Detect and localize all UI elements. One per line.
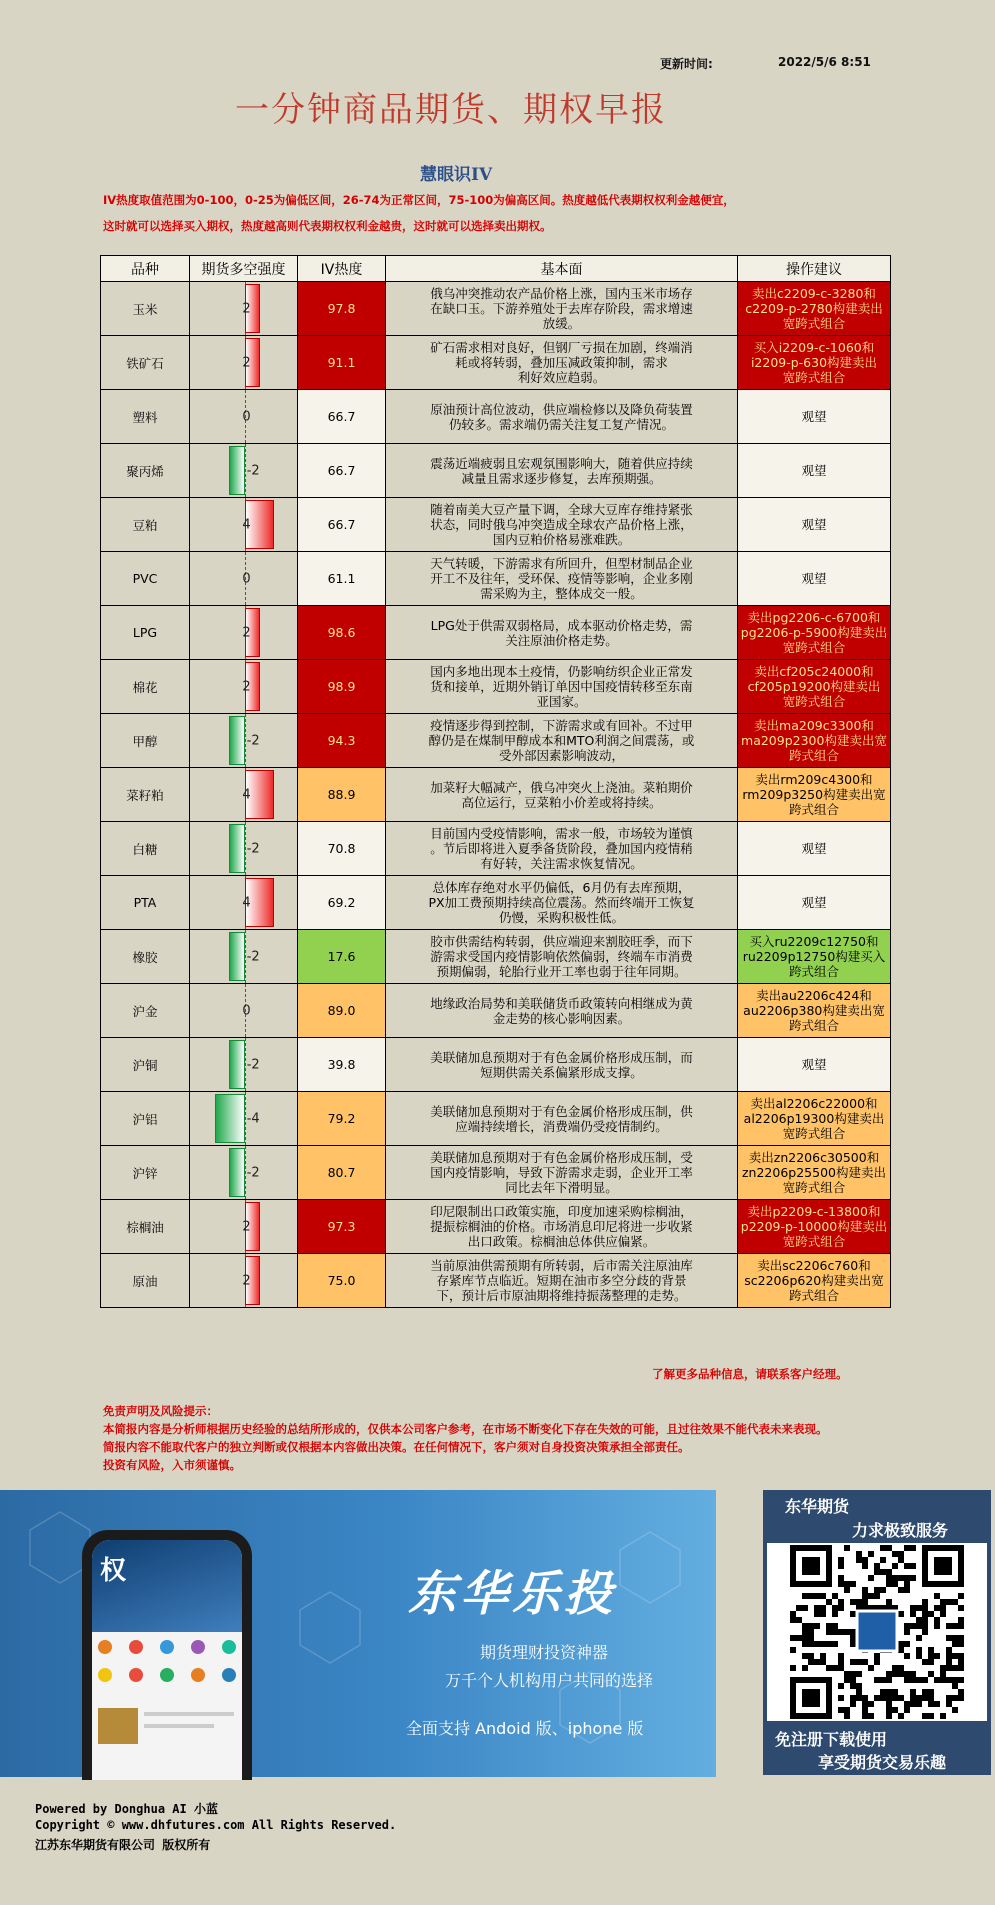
variety-name: 沪金 — [101, 984, 190, 1038]
strength-value: 0 — [242, 409, 251, 424]
update-time: 2022/5/6 8:51 — [778, 55, 871, 69]
iv-value: 98.6 — [298, 606, 386, 660]
strength-cell — [190, 714, 298, 768]
fundamentals-line: 关注原油价格走势。 — [505, 632, 618, 648]
strength-cell — [190, 390, 298, 444]
advice-line: 宽跨式组合 — [782, 316, 846, 331]
fundamentals-line: 天气转暖，下游需求有所回升，但型材制品企业 — [430, 556, 693, 571]
strength-axis — [245, 444, 246, 497]
advice-cell — [738, 876, 891, 930]
iv-value: 79.2 — [298, 1092, 386, 1146]
strength-cell — [190, 1200, 298, 1254]
advice-cell — [738, 822, 891, 876]
table-row — [101, 336, 891, 390]
table-row — [101, 1200, 891, 1254]
fundamentals-line: 国内疫情影响，导致下游需求走弱，企业开工率 — [430, 1165, 693, 1180]
table-row — [101, 282, 891, 336]
advice-line: 观望 — [801, 517, 827, 532]
strength-bar-negative — [229, 1040, 245, 1089]
iv-value: 91.1 — [298, 336, 386, 390]
variety-name: PVC — [101, 552, 190, 606]
fundamentals-line: PX加工费预期持续高位震荡。然而终端开工恢复 — [428, 895, 695, 910]
strength-value: -2 — [246, 733, 260, 748]
qr-bottom-line-1: 免注册下载使用 — [775, 1730, 888, 1749]
fundamentals-line: 地缘政治局势和美联储货币政策转向相继成为黄 — [430, 995, 693, 1011]
fundamentals-line: 美联储加息预期对于有色金属价格形成压制，供 — [430, 1103, 693, 1119]
header-variety: 品种 — [101, 256, 190, 282]
strength-value: 2 — [242, 301, 251, 316]
fundamentals-cell — [386, 1254, 738, 1308]
strength-value: 2 — [242, 355, 251, 370]
fundamentals-line: 耗或将转弱，叠加压减政策抑制，需求 — [455, 355, 668, 370]
iv-value: 61.1 — [298, 552, 386, 606]
fundamentals-line: 开工不及往年，受环保、疫情等影响，企业多刚 — [430, 571, 693, 586]
variety-name: 沪锌 — [101, 1146, 190, 1200]
update-label: 更新时间: — [660, 57, 713, 71]
iv-value: 97.3 — [298, 1200, 386, 1254]
table-row — [101, 768, 891, 822]
table-row — [101, 714, 891, 768]
fundamentals-line: 高位运行，豆菜粕小价差或将持续。 — [461, 794, 662, 810]
table-row — [101, 1092, 891, 1146]
fundamentals-cell — [386, 282, 738, 336]
fundamentals-line: 预期偏弱，轮胎行业开工率也弱于往年同期。 — [436, 964, 687, 979]
iv-note-line-1: IV热度取值范围为0-100，0-25为偏低区间，26-74为正常区间，75-100为偏高区间。热度越低代表期权权利金越便宜， — [103, 193, 735, 207]
fundamentals-line: 放缓。 — [542, 316, 581, 331]
advice-line: 买入ru2209c12750和 — [749, 934, 879, 949]
strength-cell — [190, 1146, 298, 1200]
advice-line: 观望 — [801, 1057, 827, 1072]
banner-line-3: 全面支持 Andoid 版、iphone 版 — [406, 1719, 644, 1738]
strength-value: 4 — [242, 517, 251, 532]
strength-cell — [190, 984, 298, 1038]
advice-line: 卖出sc2206c760和 — [757, 1258, 871, 1273]
fundamentals-line: 总体库存绝对水平仍偏低，6月仍有去库预期， — [432, 880, 691, 895]
advice-cell — [738, 390, 891, 444]
iv-value: 66.7 — [298, 390, 386, 444]
variety-name: 原油 — [101, 1254, 190, 1308]
advice-line: 卖出p2209-c-13800和 — [747, 1204, 881, 1219]
advice-cell — [738, 930, 891, 984]
iv-value: 89.0 — [298, 984, 386, 1038]
advice-line: 卖出zn2206c30500和 — [748, 1150, 880, 1165]
strength-value: 4 — [242, 787, 251, 802]
advice-line: 跨式组合 — [788, 1288, 839, 1303]
company-name: 江苏东华期货有限公司 版权所有 — [35, 1838, 211, 1852]
advice-line: ru2209p12750构建买入 — [742, 949, 886, 964]
fundamentals-line: 利好效应趋弱。 — [517, 370, 606, 385]
fundamentals-line: 矿石需求相对良好，但钢厂亏损在加剧，终端消 — [430, 340, 693, 355]
iv-value: 80.7 — [298, 1146, 386, 1200]
fundamentals-line: 货和接单，近期外销订单因中国疫情转移至东南 — [430, 679, 693, 694]
table-row — [101, 606, 891, 660]
strength-bar-negative — [229, 716, 245, 765]
advice-cell — [738, 498, 891, 552]
variety-name: 橡胶 — [101, 930, 190, 984]
fundamentals-line: 出口政策。棕榈油总体供应偏紧。 — [467, 1234, 656, 1249]
advice-line: 观望 — [801, 571, 827, 586]
strength-cell — [190, 444, 298, 498]
advice-line: p2209-p-10000构建卖出 — [740, 1219, 888, 1234]
iv-table — [100, 255, 891, 1308]
advice-line: 跨式组合 — [788, 802, 839, 817]
variety-name: PTA — [101, 876, 190, 930]
strength-bar-negative — [229, 932, 245, 981]
strength-bar-negative — [229, 446, 245, 495]
advice-cell — [738, 1092, 891, 1146]
fundamentals-line: 同比去年下滑明显。 — [505, 1180, 618, 1195]
fundamentals-cell — [386, 1146, 738, 1200]
advice-line: 卖出pg2206-c-6700和 — [747, 610, 881, 625]
qr-bottom-line-2: 享受期货交易乐趣 — [818, 1753, 947, 1772]
strength-value: -2 — [246, 1165, 260, 1180]
advice-line: 宽跨式组合 — [782, 1234, 846, 1249]
variety-name: 菜籽粕 — [101, 768, 190, 822]
fundamentals-line: 状态，同时俄乌冲突造成全球农产品价格上涨， — [430, 517, 693, 532]
advice-line: 卖出ma209c3300和 — [754, 718, 874, 733]
fundamentals-line: 在缺口玉。下游养殖处于去库存阶段，需求增速 — [430, 301, 693, 316]
fundamentals-cell — [386, 984, 738, 1038]
fundamentals-line: 震荡近端疲弱且宏观氛围影响大，随着供应持续 — [430, 455, 693, 471]
qr-top-line-2: 力求极致服务 — [852, 1521, 949, 1540]
strength-bar-negative — [215, 1094, 245, 1143]
strength-cell — [190, 660, 298, 714]
advice-line: 买入i2209-c-1060和 — [753, 340, 875, 355]
iv-value: 97.8 — [298, 282, 386, 336]
advice-cell — [738, 768, 891, 822]
advice-line: 跨式组合 — [788, 1018, 839, 1033]
fundamentals-cell — [386, 768, 738, 822]
advice-line: 宽跨式组合 — [782, 370, 846, 385]
advice-cell — [738, 282, 891, 336]
fundamentals-line: 。节后即将进入夏季备货阶段，叠加国内疫情稍 — [430, 841, 693, 856]
fundamentals-cell — [386, 660, 738, 714]
powered-by: Powered by Donghua AI 小蓝 — [35, 1802, 218, 1816]
fundamentals-cell — [386, 498, 738, 552]
advice-line: rm209p3250构建卖出宽 — [742, 787, 886, 802]
advice-line: 宽跨式组合 — [782, 1126, 846, 1141]
strength-cell — [190, 822, 298, 876]
iv-value: 98.9 — [298, 660, 386, 714]
strength-axis — [245, 714, 246, 767]
table-row — [101, 984, 891, 1038]
advice-line: zn2206p25500构建卖出 — [742, 1165, 886, 1180]
advice-cell — [738, 444, 891, 498]
fundamentals-line: 目前国内受疫情影响，需求一般，市场较为谨慎 — [430, 826, 693, 841]
advice-line: sc2206p620构建卖出宽 — [744, 1273, 884, 1288]
disclaimer-line-1: 本简报内容是分析师根据历史经验的总结所形成的，仅供本公司客户参考，在市场不断变化下存在失效的可能，且过往效果不能代表未来表现。 — [103, 1422, 828, 1436]
variety-name: 聚丙烯 — [101, 444, 190, 498]
page-subtitle: 慧眼识IV — [420, 165, 493, 185]
header-strength: 期货多空强度 — [190, 256, 298, 282]
variety-name: 沪铜 — [101, 1038, 190, 1092]
advice-cell — [738, 660, 891, 714]
advice-line: 跨式组合 — [788, 748, 839, 763]
iv-value: 88.9 — [298, 768, 386, 822]
advice-line: pg2206-p-5900构建卖出 — [740, 625, 888, 640]
fundamentals-line: 减量且需求逐步修复，去库预期强。 — [461, 470, 662, 486]
fundamentals-line: 胶市供需结构转弱，供应端迎来割胶旺季，而下 — [430, 934, 693, 949]
strength-axis — [245, 930, 246, 983]
strength-value: 2 — [242, 625, 251, 640]
advice-line: cf205p19200构建卖出 — [747, 679, 881, 694]
table-header-row — [101, 256, 891, 282]
advice-line: i2209-p-630构建卖出 — [750, 355, 878, 370]
fundamentals-line: 疫情逐步得到控制，下游需求或有回补。不过甲 — [430, 718, 693, 733]
variety-name: 铁矿石 — [101, 336, 190, 390]
strength-cell — [190, 282, 298, 336]
strength-value: 0 — [242, 1003, 251, 1018]
fundamentals-line: 加菜籽大幅减产，俄乌冲突火上浇油。菜粕期价 — [430, 779, 693, 795]
strength-value: 2 — [242, 1273, 251, 1288]
fundamentals-cell — [386, 1038, 738, 1092]
disclaimer-title: 免责声明及风险提示： — [103, 1404, 218, 1418]
iv-value: 39.8 — [298, 1038, 386, 1092]
iv-note-line-2: 这时就可以选择买入期权，热度越高则代表期权权利金越贵，这时就可以选择卖出期权。 — [103, 219, 552, 233]
advice-cell — [738, 714, 891, 768]
fundamentals-line: 随着南美大豆产量下调，全球大豆库存维持紧张 — [430, 502, 693, 517]
fundamentals-cell — [386, 444, 738, 498]
fundamentals-line: LPG处于供需双弱格局，成本驱动价格走势，需 — [430, 617, 693, 633]
fundamentals-cell — [386, 1200, 738, 1254]
fundamentals-cell — [386, 336, 738, 390]
qr-code[interactable] — [767, 1543, 987, 1721]
variety-name: LPG — [101, 606, 190, 660]
advice-line: 观望 — [801, 895, 827, 910]
table-row — [101, 930, 891, 984]
advice-line: au2206p380构建卖出宽 — [743, 1003, 885, 1018]
strength-value: -2 — [246, 463, 260, 478]
qr-top-line-1: 东华期货 — [785, 1497, 850, 1516]
fundamentals-line: 仍慢，采购积极性低。 — [498, 910, 624, 925]
banner-line-1: 期货理财投资神器 — [480, 1643, 609, 1662]
fundamentals-line: 需采购为主，整体成交一般。 — [480, 586, 643, 601]
advice-line: al2206p19300构建卖出 — [743, 1111, 885, 1126]
advice-cell — [738, 1254, 891, 1308]
iv-value: 66.7 — [298, 444, 386, 498]
phone-screen — [92, 1540, 242, 1780]
advice-cell — [738, 1200, 891, 1254]
table-row — [101, 876, 891, 930]
advice-line: 卖出au2206c424和 — [756, 988, 872, 1003]
iv-value: 75.0 — [298, 1254, 386, 1308]
strength-value: 4 — [242, 895, 251, 910]
fundamentals-line: 亚国家。 — [536, 694, 587, 709]
advice-cell — [738, 1146, 891, 1200]
table-row — [101, 1254, 891, 1308]
strength-cell — [190, 606, 298, 660]
variety-name: 塑料 — [101, 390, 190, 444]
advice-cell — [738, 1038, 891, 1092]
banner-title: 东华乐投 — [408, 1566, 617, 1622]
disclaimer-line-2: 简报内容不能取代客户的独立判断或仅根据本内容做出决策。在任何情况下，客户须对自身投资决策承担全部责任。 — [103, 1440, 690, 1454]
strength-cell — [190, 1254, 298, 1308]
iv-value: 69.2 — [298, 876, 386, 930]
fundamentals-line: 原油预计高位波动，供应端检修以及降负荷装置 — [430, 401, 693, 417]
copyright: Copyright © www.dhfutures.com All Rights Reserved. — [35, 1818, 397, 1832]
strength-value: 2 — [242, 679, 251, 694]
advice-line: 卖出cf205c24000和 — [754, 664, 874, 679]
fundamentals-line: 游需求受国内疫情影响依然偏弱，终端车市消费 — [430, 949, 693, 964]
strength-cell — [190, 1038, 298, 1092]
advice-line: 观望 — [801, 841, 827, 856]
fundamentals-line: 有好转，关注需求恢复情况。 — [480, 856, 643, 871]
strength-value: -2 — [246, 841, 260, 856]
advice-cell — [738, 606, 891, 660]
advice-line: 卖出c2209-c-3280和 — [752, 286, 876, 301]
qr-code-image — [767, 1543, 987, 1721]
iv-value: 94.3 — [298, 714, 386, 768]
header-iv: IV热度 — [298, 256, 386, 282]
fundamentals-cell — [386, 714, 738, 768]
fundamentals-line: 美联储加息预期对于有色金属价格形成压制，而 — [430, 1049, 693, 1065]
fundamentals-cell — [386, 822, 738, 876]
strength-cell — [190, 768, 298, 822]
advice-cell — [738, 552, 891, 606]
iv-value: 66.7 — [298, 498, 386, 552]
fundamentals-line: 当前原油供需预期有所转弱，后市需关注原油库 — [430, 1258, 693, 1273]
strength-cell — [190, 876, 298, 930]
fundamentals-cell — [386, 1092, 738, 1146]
strength-bar-negative — [229, 824, 245, 873]
strength-cell — [190, 552, 298, 606]
iv-value: 17.6 — [298, 930, 386, 984]
table-row — [101, 1146, 891, 1200]
strength-cell — [190, 1092, 298, 1146]
fundamentals-line: 受外部因素影响波动， — [498, 748, 624, 763]
app-logo: 权 — [100, 1556, 127, 1586]
advice-line: 宽跨式组合 — [782, 694, 846, 709]
fundamentals-line: 提振棕榈油的价格。市场消息印尼将进一步收紧 — [430, 1219, 693, 1234]
strength-bar-negative — [229, 1148, 245, 1197]
fundamentals-line: 下，预计后市原油期将维持振荡整理的走势。 — [436, 1288, 687, 1303]
table-row — [101, 1038, 891, 1092]
header-advice: 操作建议 — [738, 256, 891, 282]
fundamentals-line: 醇仍是在煤制甲醇成本和MTO利润之间震荡，或 — [428, 733, 695, 748]
strength-cell — [190, 498, 298, 552]
advice-line: c2209-p-2780构建卖出 — [745, 301, 883, 316]
fundamentals-line: 美联储加息预期对于有色金属价格形成压制，受 — [430, 1150, 693, 1165]
strength-axis — [245, 1146, 246, 1199]
fundamentals-line: 印尼限制出口政策实施，印度加速采购棕榈油， — [430, 1204, 693, 1219]
advice-line: 观望 — [801, 409, 827, 424]
advice-line: 宽跨式组合 — [782, 1180, 846, 1195]
variety-name: 豆粕 — [101, 498, 190, 552]
variety-name: 白糖 — [101, 822, 190, 876]
advice-line: 宽跨式组合 — [782, 640, 846, 655]
contact-note: 了解更多品种信息，请联系客户经理。 — [652, 1367, 848, 1381]
variety-name: 玉米 — [101, 282, 190, 336]
page-title: 一分钟商品期货、期权早报 — [235, 90, 667, 130]
iv-value: 70.8 — [298, 822, 386, 876]
strength-value: -4 — [246, 1111, 260, 1126]
table-row — [101, 444, 891, 498]
strength-cell — [190, 930, 298, 984]
banner-line-2: 万千个人机构用户共同的选择 — [445, 1671, 654, 1690]
table-row — [101, 822, 891, 876]
advice-line: 观望 — [801, 463, 827, 478]
variety-name: 沪铝 — [101, 1092, 190, 1146]
strength-axis — [245, 1092, 246, 1145]
fundamentals-cell — [386, 606, 738, 660]
strength-axis — [245, 822, 246, 875]
fundamentals-cell — [386, 930, 738, 984]
fundamentals-line: 短期供需关系偏紧形成支撑。 — [480, 1064, 643, 1080]
fundamentals-cell — [386, 552, 738, 606]
advice-line: 卖出rm209c4300和 — [755, 772, 873, 787]
advice-line: ma209p2300构建卖出宽 — [741, 733, 887, 748]
variety-name: 棉花 — [101, 660, 190, 714]
fundamentals-line: 国内豆粕价格易涨难跌。 — [492, 532, 631, 547]
fundamentals-cell — [386, 390, 738, 444]
fundamentals-line: 俄乌冲突推动农产品价格上涨，国内玉米市场存 — [430, 286, 693, 301]
fundamentals-line: 应端持续增长，消费端仍受疫情制约。 — [455, 1118, 668, 1134]
table-row — [101, 498, 891, 552]
fundamentals-line: 仍较多。需求端仍需关注复工复产情况。 — [448, 416, 674, 432]
variety-name: 棕榈油 — [101, 1200, 190, 1254]
fundamentals-line: 金走势的核心影响因素。 — [492, 1010, 631, 1026]
table-row — [101, 390, 891, 444]
variety-name: 甲醇 — [101, 714, 190, 768]
strength-value: 2 — [242, 1219, 251, 1234]
advice-line: 卖出al2206c22000和 — [750, 1096, 878, 1111]
strength-cell — [190, 336, 298, 390]
table-row — [101, 660, 891, 714]
strength-value: 0 — [242, 571, 251, 586]
strength-value: -2 — [246, 949, 260, 964]
advice-cell — [738, 336, 891, 390]
disclaimer-line-3: 投资有风险，入市须谨慎。 — [103, 1458, 241, 1472]
fundamentals-cell — [386, 876, 738, 930]
advice-line: 跨式组合 — [788, 964, 839, 979]
fundamentals-line: 国内多地出现本土疫情，仍影响纺织企业正常发 — [430, 664, 693, 679]
fundamentals-line: 存紧库节点临近。短期在油市多空分歧的背景 — [436, 1273, 687, 1288]
strength-axis — [245, 1038, 246, 1091]
strength-value: -2 — [246, 1057, 260, 1072]
advice-cell — [738, 984, 891, 1038]
table-row — [101, 552, 891, 606]
header-basic: 基本面 — [386, 256, 738, 282]
